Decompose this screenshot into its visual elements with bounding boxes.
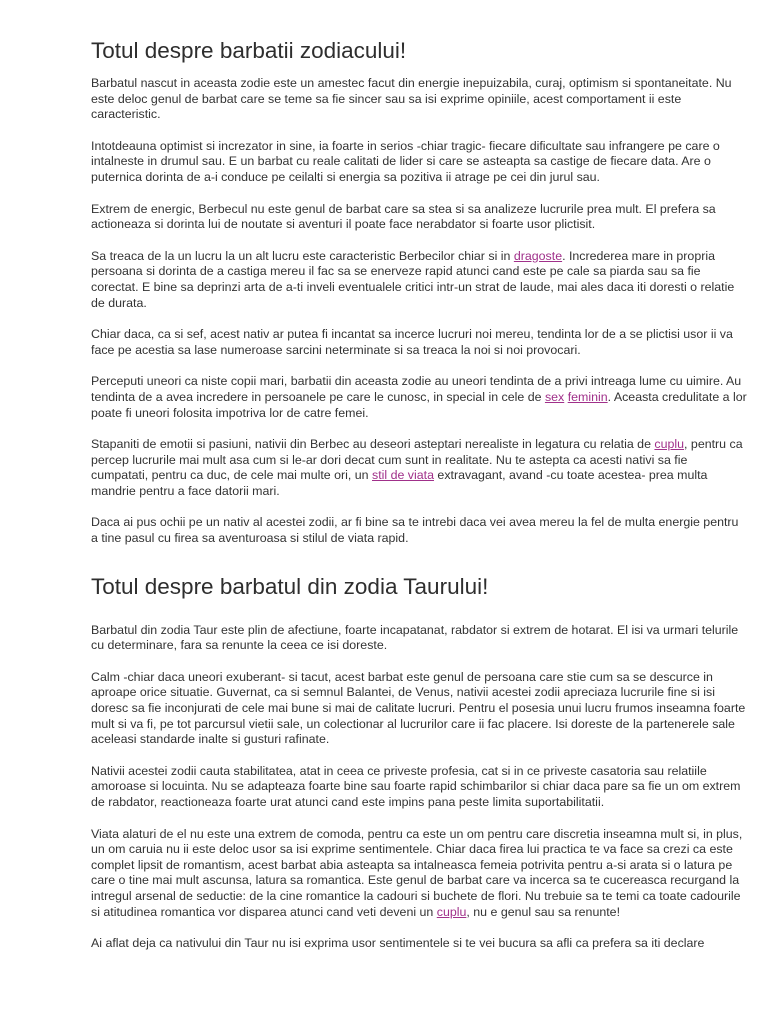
paragraph (91, 374, 747, 421)
paragraph (91, 139, 747, 186)
article-page (91, 0, 747, 968)
paragraph-text: Viata alaturi de el nu este una extrem de comoda, pentru ca este un om pentru care discretia inseamna mult si, in plus, un om caruia nu ii este deloc usor sa isi exprime sentimentele. Chiar daca firea lui practica te va face sa crezi ca este complet lipsit de romantism, acest barbat abia asteapta sa intalneasca femeia potrivita pentru a-si arata si o latura pe care o tine mai mult ascunsa, latura sa romantica. Este genul de barbat care va incerca sa te cucereasca recurgand la intregul arsenal de seductie: de la cine romantice la cadouri si buchete de flori. Nu trebuie sa te temi ca toate cadourile si atitudinea romantica vor disparea atunci cand veti deveni un (91, 826, 743, 919)
paragraph-text: , pentru ca percep lucrurile mai mult asa cum si le-ar dori decat cum sunt in realitate. Nu te astepta ca acesti nativi sa fie cumpatati, pentru ca duc, de cele mai multe ori, un (91, 437, 743, 483)
paragraph (91, 670, 747, 748)
paragraph (91, 437, 747, 499)
paragraph-text: Extrem de energic, Berbecul nu este genul de barbat care sa stea si sa analizeze lucrurile prea mult. El prefera sa actioneaza si dorinta lui de noutate si aventuri il poate face nerabdator si foarte usor plictisit. (91, 201, 716, 232)
paragraph-text: , nu e genul sau sa renunte! (466, 904, 621, 919)
section-title: Totul despre barbatii zodiacului! (91, 38, 407, 63)
paragraph (91, 76, 747, 123)
paragraph (91, 764, 747, 811)
paragraph (91, 327, 747, 358)
paragraph-text: Chiar daca, ca si sef, acest nativ ar putea fi incantat sa incerce lucruri noi mereu, tendinta lor de a se plictisi usor ii va face pe acestia sa lase numeroase sarcini neterminate si sa treaca la noi si noi provocari. (91, 327, 733, 357)
section-title: Totul despre barbatul din zodia Taurului! (91, 573, 489, 599)
paragraph-text: Barbatul din zodia Taur este plin de afectiune, foarte incapatanat, rabdator si extrem de hotarat. El isi va urmari telurile cu determinare, fara sa renunte la ceea ce isi doreste. (91, 622, 739, 653)
inline-link[interactable]: cuplu (654, 437, 685, 452)
section-body (91, 623, 747, 952)
paragraph (91, 827, 747, 921)
paragraph-text: Perceputi uneori ca niste copii mari, barbatii din aceasta zodie au uneori tendinta de a privi intreaga lume cu uimire. Au tendinta de a avea incredere in persoanele pe care le cunosc, in special in cele de (91, 374, 742, 404)
paragraph-text: Barbatul nascut in aceasta zodie este un amestec facut din energie inepuizabila, curaj, optimism si spontaneitate. Nu este deloc genul de barbat care se teme sa fie sincer sau sa isi exprime opiniile, acest comportament ii este caracteristic. (91, 76, 732, 122)
section-body (91, 76, 747, 547)
paragraph-text: Calm -chiar daca uneori exuberant- si tacut, acest barbat este genul de persoana care stie cum sa se descurce in aproape orice situatie. Guvernat, ca si semnul Balantei, de Venus, nativii acestei zodii apreciaza lucrurile fine si isi doresc sa fie inconjurati de cele mai bune si mai de calitate lucruri. Pentru el posesia unui lucru frumos inseamna foarte mult si va fi, pe tot parcursul vietii sale, un colectionar al lucrurilor care ii fac placere. Isi doreste de la partenerele sale aceleasi standarde inalte si gusturi rafinate. (91, 669, 746, 747)
inline-link[interactable]: sex (544, 389, 565, 404)
paragraph-text: . Aceasta credulitate a lor poate fi uneori folosita impotriva lor de catre femei. (91, 389, 747, 420)
section-berbec (91, 37, 747, 547)
paragraph (91, 202, 747, 233)
paragraph-text: extravagant, avand -cu toate acestea- prea multa mandrie pentru a face datorii mari. (91, 468, 708, 498)
paragraph-text: . Increderea mare in propria persoana si dorinta de a castiga mereu il fac sa se enerveze rapid atunci cand este pe cale sa piarda sau sa fie corectat. E bine sa deprinzi arta de a-ti inveli eventualele critici intr-un strat de laude, mai ales daca iti doresti o relatie de durata. (91, 248, 735, 310)
paragraph (91, 515, 747, 546)
inline-link[interactable]: cuplu (436, 904, 467, 919)
paragraph-text: Stapaniti de emotii si pasiuni, nativii din Berbec au deseori asteptari nerealiste in legatura cu relatia de (91, 437, 655, 452)
paragraph (91, 249, 747, 311)
paragraph-text: Intotdeauna optimist si increzator in sine, ia foarte in serios -chiar tragic- fiecare dificultate sau infrangere pe care o intalneste in drumul sau. E un barbat cu reale calitati de lider si care se asteapta sa castige de fiecare data. Are o puternica dorinta de a-i conduce pe ceilalti si energia sa pozitiva ii atrage pe cei din jurul sau. (91, 138, 720, 184)
paragraph-text: Nativii acestei zodii cauta stabilitatea, atat in ceea ce priveste profesia, cat si in ce priveste casatoria sau relatiile amoroase si locuinta. Nu se adapteaza foarte bine sau foarte rapid schimbarilor si chiar daca pare sa fie un om extrem de rabdator, reactioneaza foarte urat atunci cand este impins pana peste limita suportabilitatii. (91, 763, 741, 809)
paragraph (91, 623, 747, 654)
inline-link[interactable]: dragoste (513, 248, 563, 263)
paragraph-text: Sa treaca de la un lucru la un alt lucru este caracteristic Berbecilor chiar si in (91, 248, 514, 263)
inline-link[interactable]: feminin (567, 389, 608, 404)
section-taur (91, 573, 747, 952)
paragraph-text: Ai aflat deja ca nativului din Taur nu isi exprima usor sentimentele si te vei bucura sa afli ca prefera sa iti declare (91, 936, 705, 951)
paragraph (91, 936, 747, 952)
inline-link[interactable]: stil de viata (372, 468, 434, 483)
paragraph-text: Daca ai pus ochii pe un nativ al acestei zodii, ar fi bine sa te intrebi daca vei avea mereu la fel de multa energie pentru a tine pasul cu firea sa aventuroasa si stilul de viata rapid. (91, 515, 739, 546)
